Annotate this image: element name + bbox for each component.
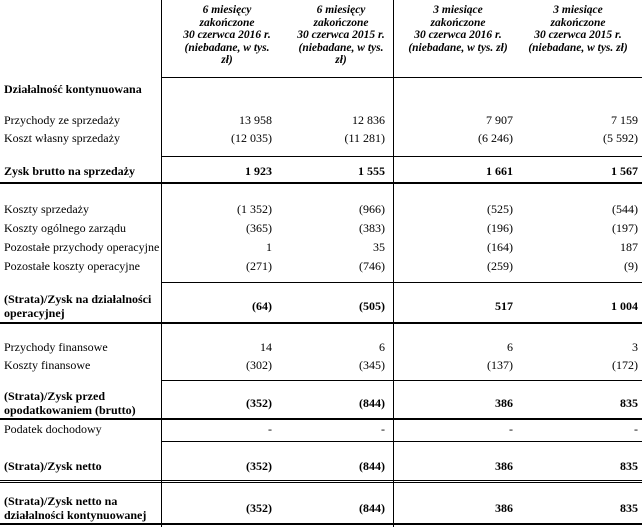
cell-value: (172)	[612, 358, 638, 372]
column-header-3m-2015: 3 miesiące zakończone 30 czerwca 2015 r. (niebadane, w tys. zł)	[528, 4, 628, 54]
row-label: Podatek dochodowy	[4, 422, 102, 436]
cell-value: 1 567	[611, 164, 638, 178]
column-header-6m-2016: 6 miesięcy zakończone 30 czerwca 2016 r. (niebadane, w tys. zł)	[183, 4, 271, 66]
cell-value: (259)	[487, 259, 513, 273]
cell-value: 7 907	[486, 113, 513, 127]
table-row	[0, 459, 642, 473]
cell-value: 187	[620, 240, 638, 254]
table-row	[0, 494, 642, 522]
cell-value: (365)	[246, 221, 272, 235]
cell-value: 835	[620, 396, 638, 410]
row-label: Koszty ogólnego zarządu	[4, 221, 126, 235]
table-row	[0, 340, 642, 354]
cell-value: (746)	[359, 259, 385, 273]
cell-value: 386	[495, 501, 513, 515]
cell-value: (64)	[252, 299, 272, 313]
cell-value: (844)	[359, 501, 385, 515]
cell-value: (5 592)	[603, 131, 638, 145]
cell-value: (12 035)	[231, 131, 272, 145]
table-row	[0, 164, 642, 178]
table-row	[0, 113, 642, 127]
cell-value: 835	[620, 501, 638, 515]
header-underline	[162, 77, 642, 78]
cell-value: (345)	[359, 358, 385, 372]
table-row	[0, 202, 642, 216]
cell-value: (164)	[487, 240, 513, 254]
subtotal-rule	[162, 282, 642, 283]
cell-value: 835	[620, 459, 638, 473]
section-title: Działalność kontynuowana	[4, 82, 142, 96]
cell-value: 517	[495, 299, 513, 313]
total-rule	[0, 418, 642, 420]
table-row	[0, 221, 642, 235]
subtotal-rule	[162, 156, 642, 157]
cell-value: (844)	[359, 459, 385, 473]
cell-value: -	[509, 422, 513, 436]
row-label: Koszty sprzedaży	[4, 202, 89, 216]
cell-value: 7 159	[611, 113, 638, 127]
table-row	[0, 389, 642, 417]
table-row	[0, 240, 642, 254]
cell-value: 12 836	[352, 113, 385, 127]
cell-value: 35	[373, 240, 385, 254]
cell-value: 6	[507, 340, 513, 354]
cell-value: 386	[495, 459, 513, 473]
row-label: (Strata)/Zysk netto na działalności kontynuowanej	[4, 494, 147, 522]
cell-value: (844)	[359, 396, 385, 410]
table-row	[0, 292, 642, 320]
cell-value: 1 661	[486, 164, 513, 178]
cell-value: (9)	[624, 259, 638, 273]
subtotal-rule	[162, 441, 642, 442]
cell-value: 1	[266, 240, 272, 254]
column-header-6m-2015: 6 miesięcy zakończone 30 czerwca 2015 r. (niebadane, w tys. zł)	[297, 4, 385, 66]
cell-value: (302)	[246, 358, 272, 372]
cell-value: 14	[260, 340, 272, 354]
table-row	[0, 259, 642, 273]
cell-value: 6	[379, 340, 385, 354]
cell-value: (383)	[359, 221, 385, 235]
cell-value: (525)	[487, 202, 513, 216]
table-row	[0, 422, 642, 436]
cell-value: (352)	[246, 459, 272, 473]
subtotal-rule	[162, 380, 642, 381]
cell-value: (1 352)	[237, 202, 272, 216]
double-total-rule	[0, 480, 642, 483]
table-row	[0, 131, 642, 145]
row-label: (Strata)/Zysk przed opodatkowaniem (brutto)	[4, 389, 136, 417]
total-rule	[0, 322, 642, 324]
cell-value: 13 958	[239, 113, 272, 127]
row-label: Koszt własny sprzedaży	[4, 131, 120, 145]
cell-value: -	[634, 422, 638, 436]
cell-value: 3	[632, 340, 638, 354]
row-label: Pozostałe przychody operacyjne	[4, 240, 160, 254]
row-label: (Strata)/Zysk netto	[4, 459, 102, 473]
cell-value: -	[268, 422, 272, 436]
cell-value: 1 555	[358, 164, 385, 178]
cell-value: (197)	[612, 221, 638, 235]
row-label: (Strata)/Zysk na działalności operacyjnej	[4, 292, 152, 320]
cell-value: (352)	[246, 396, 272, 410]
row-label: Zysk brutto na sprzedaży	[4, 164, 136, 178]
cell-value: -	[381, 422, 385, 436]
row-label: Przychody ze sprzedaży	[4, 113, 120, 127]
cell-value: (966)	[359, 202, 385, 216]
column-header-3m-2016: 3 miesiące zakończone 30 czerwca 2016 r. (niebadane, w tys. zł)	[408, 4, 508, 54]
cell-value: (271)	[246, 259, 272, 273]
row-label: Koszty finansowe	[4, 358, 91, 372]
row-label: Pozostałe koszty operacyjne	[4, 259, 140, 273]
cell-value: (352)	[246, 501, 272, 515]
cell-value: 1 923	[245, 164, 272, 178]
cell-value: (11 281)	[344, 131, 385, 145]
row-label: Przychody finansowe	[4, 340, 108, 354]
total-rule	[0, 182, 642, 184]
cell-value: (196)	[487, 221, 513, 235]
cell-value: 386	[495, 396, 513, 410]
cell-value: (137)	[487, 358, 513, 372]
cell-value: (6 246)	[478, 131, 513, 145]
cell-value: (544)	[612, 202, 638, 216]
total-rule	[0, 523, 642, 525]
table-row	[0, 358, 642, 372]
cell-value: (505)	[359, 299, 385, 313]
cell-value: 1 004	[611, 299, 638, 313]
